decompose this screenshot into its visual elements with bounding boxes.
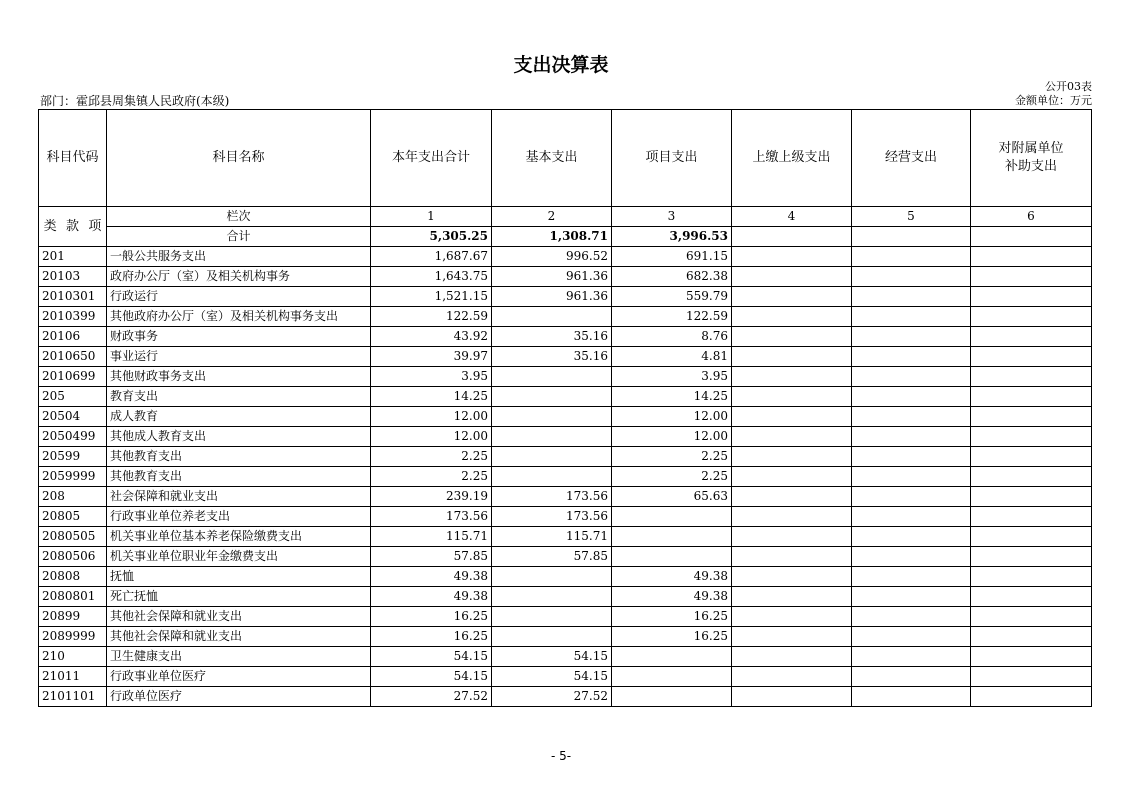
row-project: 2.25 bbox=[612, 467, 732, 487]
row-name: 其他社会保障和就业支出 bbox=[107, 607, 371, 627]
row-name: 机关事业单位基本养老保险缴费支出 bbox=[107, 527, 371, 547]
row-operating bbox=[852, 687, 971, 707]
row-project bbox=[612, 527, 732, 547]
row-name: 其他成人教育支出 bbox=[107, 427, 371, 447]
row-code: 208 bbox=[39, 487, 107, 507]
row-remit bbox=[732, 627, 852, 647]
header-operating: 经营支出 bbox=[852, 110, 971, 207]
row-total: 27.52 bbox=[371, 687, 492, 707]
row-remit bbox=[732, 487, 852, 507]
table-row bbox=[39, 607, 1092, 627]
table-row bbox=[39, 547, 1092, 567]
table-row bbox=[39, 447, 1092, 467]
row-project: 682.38 bbox=[612, 267, 732, 287]
row-remit bbox=[732, 347, 852, 367]
column-index: 6 bbox=[971, 207, 1092, 227]
row-name: 社会保障和就业支出 bbox=[107, 487, 371, 507]
row-basic bbox=[492, 467, 612, 487]
row-project: 49.38 bbox=[612, 567, 732, 587]
row-name: 教育支出 bbox=[107, 387, 371, 407]
row-basic: 35.16 bbox=[492, 327, 612, 347]
row-remit bbox=[732, 527, 852, 547]
row-subsidy bbox=[971, 607, 1092, 627]
row-total: 3.95 bbox=[371, 367, 492, 387]
total-remit bbox=[732, 227, 852, 247]
row-subsidy bbox=[971, 387, 1092, 407]
row-basic: 996.52 bbox=[492, 247, 612, 267]
table-row bbox=[39, 647, 1092, 667]
total-basic: 1,308.71 bbox=[492, 227, 612, 247]
header-subsidy-line2: 补助支出 bbox=[1004, 159, 1057, 174]
table-row bbox=[39, 347, 1092, 367]
row-subsidy bbox=[971, 467, 1092, 487]
row-subsidy bbox=[971, 507, 1092, 527]
row-remit bbox=[732, 267, 852, 287]
row-project: 2.25 bbox=[612, 447, 732, 467]
row-code: 2080506 bbox=[39, 547, 107, 567]
class-labels bbox=[39, 207, 107, 247]
row-total: 49.38 bbox=[371, 587, 492, 607]
row-remit bbox=[732, 287, 852, 307]
row-basic: 54.15 bbox=[492, 667, 612, 687]
row-operating bbox=[852, 447, 971, 467]
row-name: 其他财政事务支出 bbox=[107, 367, 371, 387]
row-total: 49.38 bbox=[371, 567, 492, 587]
row-operating bbox=[852, 407, 971, 427]
row-basic bbox=[492, 447, 612, 467]
row-name: 其他社会保障和就业支出 bbox=[107, 627, 371, 647]
class-xiang: 项 bbox=[88, 219, 102, 234]
row-code: 2080801 bbox=[39, 587, 107, 607]
table-row bbox=[39, 567, 1092, 587]
row-total: 57.85 bbox=[371, 547, 492, 567]
row-name: 成人教育 bbox=[107, 407, 371, 427]
row-basic bbox=[492, 367, 612, 387]
row-project: 16.25 bbox=[612, 607, 732, 627]
row-remit bbox=[732, 507, 852, 527]
row-subsidy bbox=[971, 367, 1092, 387]
table-row bbox=[39, 287, 1092, 307]
row-total: 2.25 bbox=[371, 447, 492, 467]
row-name: 一般公共服务支出 bbox=[107, 247, 371, 267]
row-basic bbox=[492, 607, 612, 627]
row-basic: 961.36 bbox=[492, 267, 612, 287]
row-code: 2010650 bbox=[39, 347, 107, 367]
row-remit bbox=[732, 407, 852, 427]
row-remit bbox=[732, 567, 852, 587]
row-operating bbox=[852, 587, 971, 607]
table-row bbox=[39, 587, 1092, 607]
department-label: 部门：霍邱县周集镇人民政府(本级) bbox=[40, 94, 230, 108]
row-project: 122.59 bbox=[612, 307, 732, 327]
row-subsidy bbox=[971, 327, 1092, 347]
row-project: 3.95 bbox=[612, 367, 732, 387]
row-basic bbox=[492, 387, 612, 407]
row-project: 49.38 bbox=[612, 587, 732, 607]
row-operating bbox=[852, 647, 971, 667]
table-row bbox=[39, 367, 1092, 387]
expenditure-table bbox=[38, 109, 1092, 707]
row-name: 政府办公厅（室）及相关机构事务 bbox=[107, 267, 371, 287]
table-row bbox=[39, 327, 1092, 347]
row-subsidy bbox=[971, 687, 1092, 707]
header-project: 项目支出 bbox=[612, 110, 732, 207]
row-total: 54.15 bbox=[371, 647, 492, 667]
row-subsidy bbox=[971, 247, 1092, 267]
row-operating bbox=[852, 487, 971, 507]
row-project bbox=[612, 667, 732, 687]
row-remit bbox=[732, 447, 852, 467]
row-basic bbox=[492, 427, 612, 447]
row-basic: 57.85 bbox=[492, 547, 612, 567]
row-basic: 35.16 bbox=[492, 347, 612, 367]
header-remit: 上缴上级支出 bbox=[732, 110, 852, 207]
page-title: 支出决算表 bbox=[513, 54, 609, 76]
row-subsidy bbox=[971, 427, 1092, 447]
row-code: 2089999 bbox=[39, 627, 107, 647]
row-operating bbox=[852, 507, 971, 527]
row-total: 1,643.75 bbox=[371, 267, 492, 287]
row-total: 115.71 bbox=[371, 527, 492, 547]
row-total: 54.15 bbox=[371, 667, 492, 687]
form-code: 公开03表 bbox=[1045, 80, 1092, 93]
table-row bbox=[39, 407, 1092, 427]
table-row bbox=[39, 667, 1092, 687]
row-subsidy bbox=[971, 587, 1092, 607]
row-code: 20504 bbox=[39, 407, 107, 427]
table-row bbox=[39, 307, 1092, 327]
row-total: 12.00 bbox=[371, 407, 492, 427]
row-name: 行政运行 bbox=[107, 287, 371, 307]
row-total: 16.25 bbox=[371, 627, 492, 647]
row-code: 205 bbox=[39, 387, 107, 407]
row-remit bbox=[732, 247, 852, 267]
row-remit bbox=[732, 647, 852, 667]
table-row bbox=[39, 627, 1092, 647]
row-code: 2010399 bbox=[39, 307, 107, 327]
row-project: 12.00 bbox=[612, 407, 732, 427]
row-subsidy bbox=[971, 307, 1092, 327]
row-name: 其他教育支出 bbox=[107, 447, 371, 467]
row-project: 4.81 bbox=[612, 347, 732, 367]
row-remit bbox=[732, 387, 852, 407]
row-remit bbox=[732, 607, 852, 627]
row-operating bbox=[852, 267, 971, 287]
row-basic bbox=[492, 627, 612, 647]
class-kuan: 款 bbox=[65, 219, 79, 234]
row-project: 559.79 bbox=[612, 287, 732, 307]
row-operating bbox=[852, 427, 971, 447]
total-label: 合计 bbox=[107, 227, 371, 247]
row-operating bbox=[852, 327, 971, 347]
row-remit bbox=[732, 467, 852, 487]
total-subsidy bbox=[971, 227, 1092, 247]
row-remit bbox=[732, 327, 852, 347]
table-row bbox=[39, 427, 1092, 447]
row-project: 14.25 bbox=[612, 387, 732, 407]
row-total: 122.59 bbox=[371, 307, 492, 327]
row-operating bbox=[852, 547, 971, 567]
header-name: 科目名称 bbox=[107, 110, 371, 207]
row-code: 201 bbox=[39, 247, 107, 267]
row-operating bbox=[852, 367, 971, 387]
row-total: 39.97 bbox=[371, 347, 492, 367]
row-code: 20808 bbox=[39, 567, 107, 587]
row-total: 2.25 bbox=[371, 467, 492, 487]
row-subsidy bbox=[971, 627, 1092, 647]
table-row bbox=[39, 487, 1092, 507]
table-row bbox=[39, 687, 1092, 707]
row-operating bbox=[852, 607, 971, 627]
table-row bbox=[39, 527, 1092, 547]
row-code: 20106 bbox=[39, 327, 107, 347]
row-operating bbox=[852, 387, 971, 407]
header-total: 本年支出合计 bbox=[371, 110, 492, 207]
row-total: 16.25 bbox=[371, 607, 492, 627]
row-operating bbox=[852, 307, 971, 327]
row-code: 2010699 bbox=[39, 367, 107, 387]
row-basic: 961.36 bbox=[492, 287, 612, 307]
total-project: 3,996.53 bbox=[612, 227, 732, 247]
header-subsidy bbox=[971, 110, 1092, 207]
row-total: 239.19 bbox=[371, 487, 492, 507]
row-operating bbox=[852, 347, 971, 367]
column-index: 5 bbox=[852, 207, 971, 227]
row-remit bbox=[732, 307, 852, 327]
row-operating bbox=[852, 287, 971, 307]
row-name: 事业运行 bbox=[107, 347, 371, 367]
row-basic bbox=[492, 587, 612, 607]
row-subsidy bbox=[971, 567, 1092, 587]
row-subsidy bbox=[971, 267, 1092, 287]
row-code: 20899 bbox=[39, 607, 107, 627]
row-operating bbox=[852, 627, 971, 647]
row-name: 财政事务 bbox=[107, 327, 371, 347]
header-code: 科目代码 bbox=[39, 110, 107, 207]
row-code: 21011 bbox=[39, 667, 107, 687]
row-basic bbox=[492, 407, 612, 427]
row-operating bbox=[852, 667, 971, 687]
total-row bbox=[39, 227, 1092, 247]
row-name: 其他教育支出 bbox=[107, 467, 371, 487]
header-subsidy-line1: 对附属单位 bbox=[998, 141, 1064, 156]
column-index: 2 bbox=[492, 207, 612, 227]
row-basic: 173.56 bbox=[492, 507, 612, 527]
row-subsidy bbox=[971, 447, 1092, 467]
row-basic: 115.71 bbox=[492, 527, 612, 547]
row-basic: 173.56 bbox=[492, 487, 612, 507]
row-operating bbox=[852, 467, 971, 487]
row-operating bbox=[852, 527, 971, 547]
row-project: 8.76 bbox=[612, 327, 732, 347]
table-row bbox=[39, 247, 1092, 267]
header-basic: 基本支出 bbox=[492, 110, 612, 207]
row-subsidy bbox=[971, 647, 1092, 667]
row-subsidy bbox=[971, 547, 1092, 567]
row-project: 691.15 bbox=[612, 247, 732, 267]
row-subsidy bbox=[971, 527, 1092, 547]
row-basic bbox=[492, 567, 612, 587]
row-total: 12.00 bbox=[371, 427, 492, 447]
row-subsidy bbox=[971, 667, 1092, 687]
table-row bbox=[39, 387, 1092, 407]
row-total: 1,521.15 bbox=[371, 287, 492, 307]
row-code: 20103 bbox=[39, 267, 107, 287]
row-total: 1,687.67 bbox=[371, 247, 492, 267]
row-name: 行政事业单位养老支出 bbox=[107, 507, 371, 527]
row-remit bbox=[732, 687, 852, 707]
row-project: 16.25 bbox=[612, 627, 732, 647]
row-remit bbox=[732, 587, 852, 607]
page-number: - 5- bbox=[550, 749, 572, 763]
row-project bbox=[612, 647, 732, 667]
row-remit bbox=[732, 547, 852, 567]
row-remit bbox=[732, 367, 852, 387]
table-row bbox=[39, 507, 1092, 527]
row-project bbox=[612, 547, 732, 567]
class-lei: 类 bbox=[43, 219, 57, 234]
row-name: 行政事业单位医疗 bbox=[107, 667, 371, 687]
row-basic bbox=[492, 307, 612, 327]
row-basic: 27.52 bbox=[492, 687, 612, 707]
amount-unit-label: 金额单位：万元 bbox=[1015, 94, 1092, 107]
row-name: 卫生健康支出 bbox=[107, 647, 371, 667]
row-code: 2050499 bbox=[39, 427, 107, 447]
row-name: 抚恤 bbox=[107, 567, 371, 587]
row-subsidy bbox=[971, 347, 1092, 367]
row-code: 210 bbox=[39, 647, 107, 667]
row-basic: 54.15 bbox=[492, 647, 612, 667]
total-amount: 5,305.25 bbox=[371, 227, 492, 247]
row-project bbox=[612, 507, 732, 527]
row-name: 行政单位医疗 bbox=[107, 687, 371, 707]
row-subsidy bbox=[971, 487, 1092, 507]
row-operating bbox=[852, 567, 971, 587]
column-index-label: 栏次 bbox=[107, 207, 371, 227]
row-total: 43.92 bbox=[371, 327, 492, 347]
header-row bbox=[39, 110, 1092, 207]
row-project bbox=[612, 687, 732, 707]
row-code: 2059999 bbox=[39, 467, 107, 487]
row-code: 2010301 bbox=[39, 287, 107, 307]
row-code: 20805 bbox=[39, 507, 107, 527]
table-row bbox=[39, 467, 1092, 487]
column-index: 1 bbox=[371, 207, 492, 227]
row-code: 20599 bbox=[39, 447, 107, 467]
column-index-row bbox=[39, 207, 1092, 227]
row-name: 其他政府办公厅（室）及相关机构事务支出 bbox=[107, 307, 371, 327]
row-project: 65.63 bbox=[612, 487, 732, 507]
row-remit bbox=[732, 427, 852, 447]
table-row bbox=[39, 267, 1092, 287]
row-code: 2080505 bbox=[39, 527, 107, 547]
row-project: 12.00 bbox=[612, 427, 732, 447]
row-subsidy bbox=[971, 287, 1092, 307]
column-index: 4 bbox=[732, 207, 852, 227]
row-name: 死亡抚恤 bbox=[107, 587, 371, 607]
row-total: 173.56 bbox=[371, 507, 492, 527]
row-operating bbox=[852, 247, 971, 267]
row-name: 机关事业单位职业年金缴费支出 bbox=[107, 547, 371, 567]
row-remit bbox=[732, 667, 852, 687]
row-code: 2101101 bbox=[39, 687, 107, 707]
column-index: 3 bbox=[612, 207, 732, 227]
total-operating bbox=[852, 227, 971, 247]
row-total: 14.25 bbox=[371, 387, 492, 407]
row-subsidy bbox=[971, 407, 1092, 427]
